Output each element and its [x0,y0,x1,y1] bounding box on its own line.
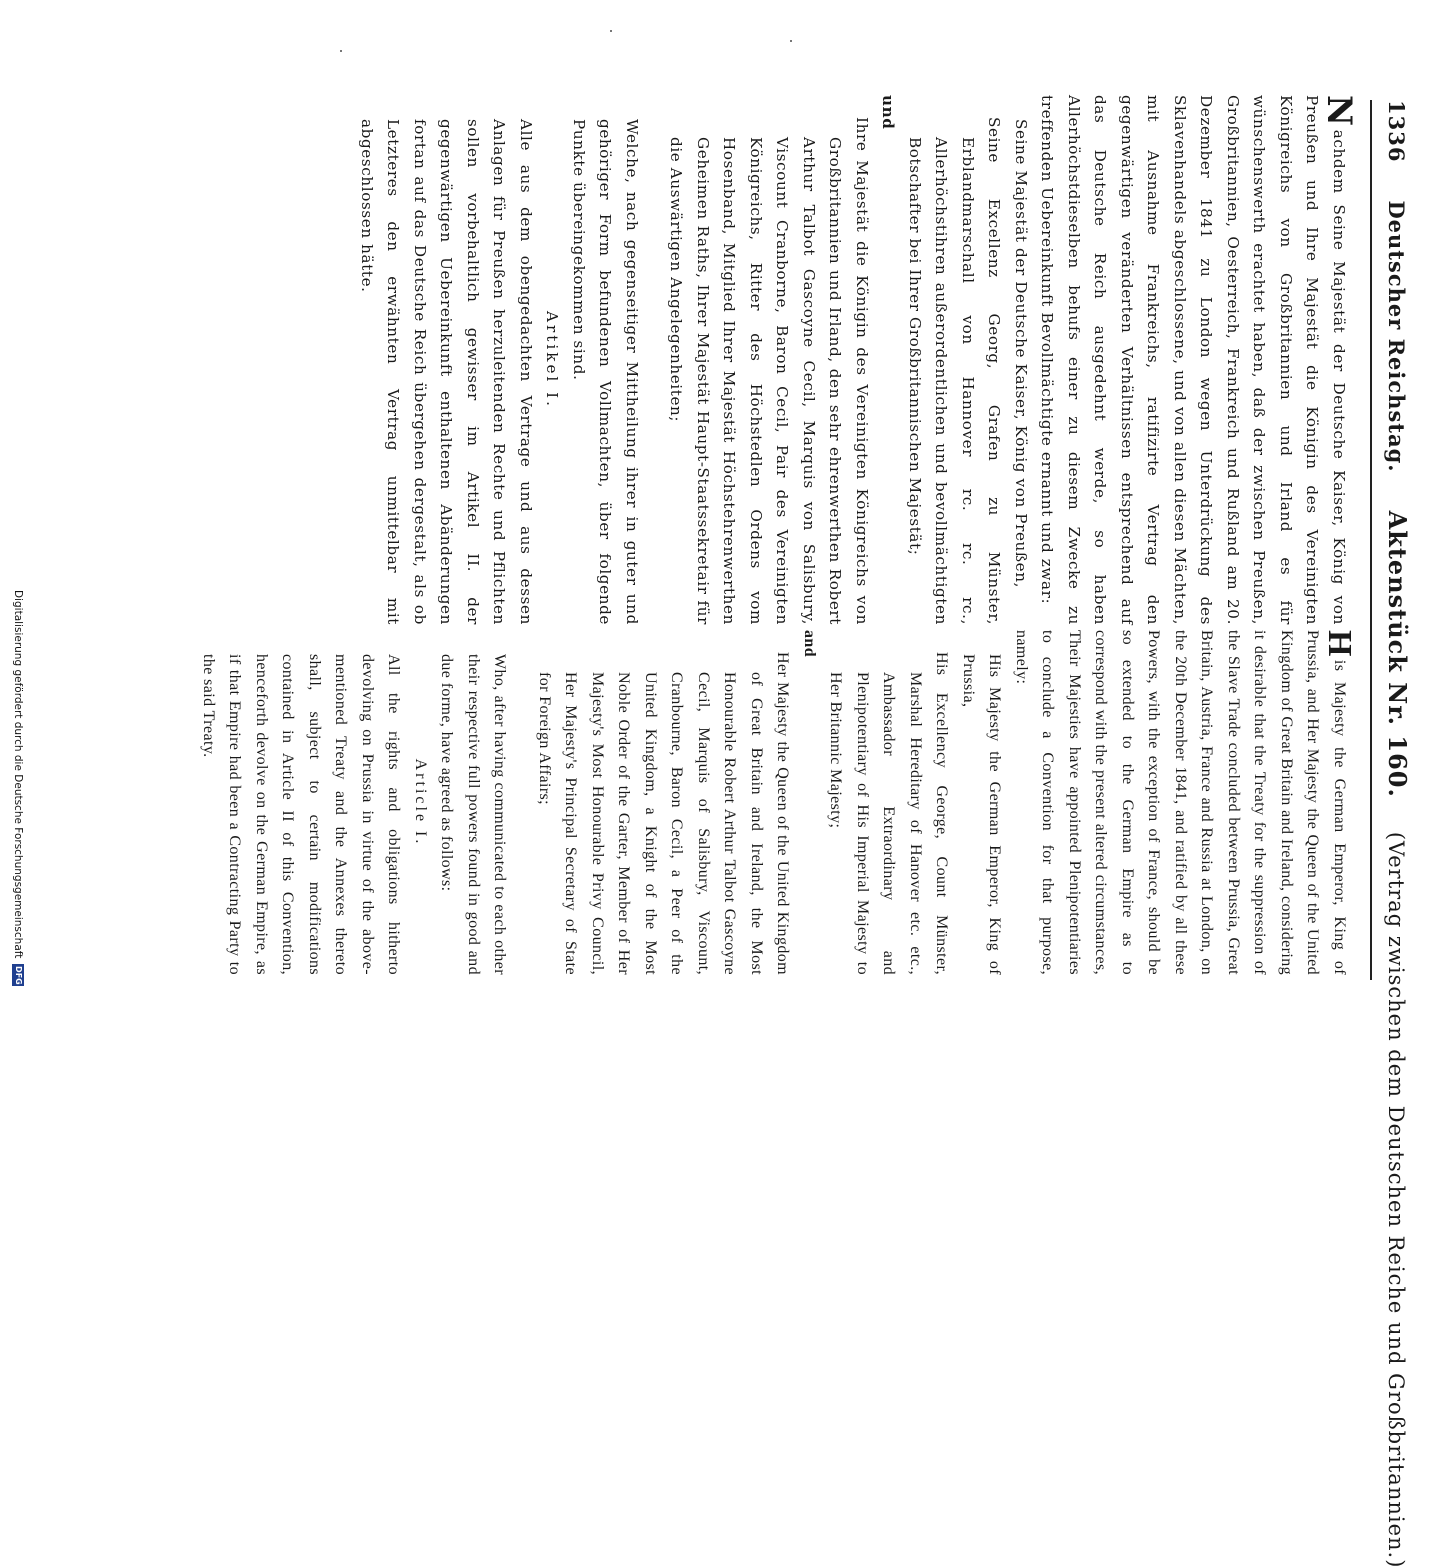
scan-speck [340,50,342,52]
german-intro: Nachdem Seine Majestät der Deutsche Kaiser, König von Preußen und Ihre Majestät die Königin des Vereinigten Königreichs von Großbritannien und Irland es für wünschenswerth erachtet haben, daß der zwischen Preußen, Großbritannien, Oesterreich, Frankreich und Rußland am 20. Dezember 1841 zu London wegen Unterdrückung des Sklavenhandels abgeschlossene, und von allen diesen Mächten, mit Ausnahme Frankreichs, ratifizirte Vertrag den gegenwärtigen veränderten Verhältnissen entsprechend auf das Deutsche Reich ausgedehnt werde, so haben Allerhöchstdieselben behufs einer zu diesem Zwecke zu treffenden Uebereinkunft Bevollmächtigte ernannt und zwar: [1038,95,1359,625]
german-powers: Welche, nach gegenseitiger Mittheilung ihrer in guter und gehöriger Form befundenen Vollmachten, über folgende Punkte übereingekommen sind. [570,119,641,625]
english-plenipotentiary-1-head: His Majesty the German Emperor, King of Prussia, [960,654,1004,975]
page-header [1370,100,1412,1568]
english-article-heading: Article I. [412,758,429,847]
publication-title: Deutscher Reichstag. [1384,200,1409,473]
english-intro: His Majesty the German Emperor, King of Prussia, and Her Majesty the Queen of the United Kingdom of Great Britain and Ireland, considering it desirable that the Treaty for the suppression of the Slave Trade concluded between Prussia, Great Britain, Austria, France and Russia at London, on the 20th December 1841, and ratified by all these Powers, with the exception of France, should be so extended to the German Empire as to correspond with the present altered circumstances, Their Majesties have appointed Plenipotentiaries to conclude a Convention for that purpose, namely: [1013,630,1358,975]
english-article-text: All the rights and obligations hitherto devolving on Prussia in virtue of the above-mentioned Treaty and the Annexes thereto shall, subject to certain modifications contained in Article II of this Convention, henceforth devolve on the German Empire, as if that Empire had been a Contracting Party to the said Treaty. [200,654,403,975]
digitization-credit [12,590,24,1010]
page-number: 1336 [1384,100,1409,163]
english-and: and [801,630,818,657]
german-and: und [879,95,898,130]
german-plenipotentiary-1-head: Seine Majestät der Deutsche Kaiser, König von Preußen, [1012,119,1030,589]
german-plenipotentiary-1: Seine Excellenz Georg, Grafen zu Münster, Erblandmarschall von Hannover rc. rc. rc., Allerhöchstihren außerordentlichen und bevollmächtigten Botschafter bei Ihrer Großbritannischen Majestät; [906,117,1004,625]
scan-speck [610,30,612,32]
german-article-text: Alle aus dem obengedachten Vertrage und aus dessen Anlagen für Preußen herzuleitenden Rechte und Pflichten sollen vorbehaltlich gewisser im Artikel II. der gegenwärtigen Uebereinkunft enthaltenen Abänderungen fortan auf das Deutsche Reich übergehen dergestalt, als ob Letzteres den erwähnten Vertrag unmittelbar mit abgeschlossen hätte. [358,119,535,625]
german-plenipotentiary-2: Ihre Majestät die Königin des Vereinigten Königreichs von Großbritannien und Irland, den sehr ehrenwerthen Robert Arthur Talbot Gascoyne Cecil, Marquis von Salisbury, Viscount Cranborne, Baron Cecil, Pair des Vereinigten Königreichs, Ritter des Höchstedlen Ordens vom Hosenband, Mitglied Ihrer Majestät Höchstehrenwerthen Geheimen Raths, Ihrer Majestät Haupt-Staatssekretair für die Auswärtigen Angelegenheiten; [667,117,871,625]
dfg-logo: DFG [14,966,23,985]
english-column [195,630,1358,975]
credit-text: Digitalisierung gefördert durch die Deutsche Forschungsgemeinschaft [12,590,24,959]
english-plenipotentiary-1: His Excellency George, Count Münster, Marshal Hereditary of Hanover etc. etc., Ambassador Extraordinary and Plenipotentiary of His Imperial Majesty to Her Britannic Majesty; [827,652,951,975]
scan-speck [790,40,792,42]
english-plenipotentiary-2: Her Majesty the Queen of the United Kingdom of Great Britain and Ireland, the Most Honourable Robert Arthur Talbot Gascoyne Cecil, Marquis of Salisbury, Viscount, Cranbourne, Baron Cecil, a Peer of the United Kingdom, a Knight of the Most Noble Order of the Garter, Member of Her Majesty's Most Honourable Privy Council, Her Majesty's Principal Secretary of State for Foreign Affairs; [536,652,792,975]
document-number: Aktenstück Nr. 160. [1383,510,1412,798]
german-column [354,95,1359,625]
treaty-subtitle: (Vertrag zwischen dem Deutschen Reiche und Großbritannien.) [1384,831,1408,1568]
german-article-heading: Artikel I. [543,311,562,409]
english-powers: Who, after having communicated to each other their respective full powers found in good and due forme, have agreed as follows: [438,654,509,975]
